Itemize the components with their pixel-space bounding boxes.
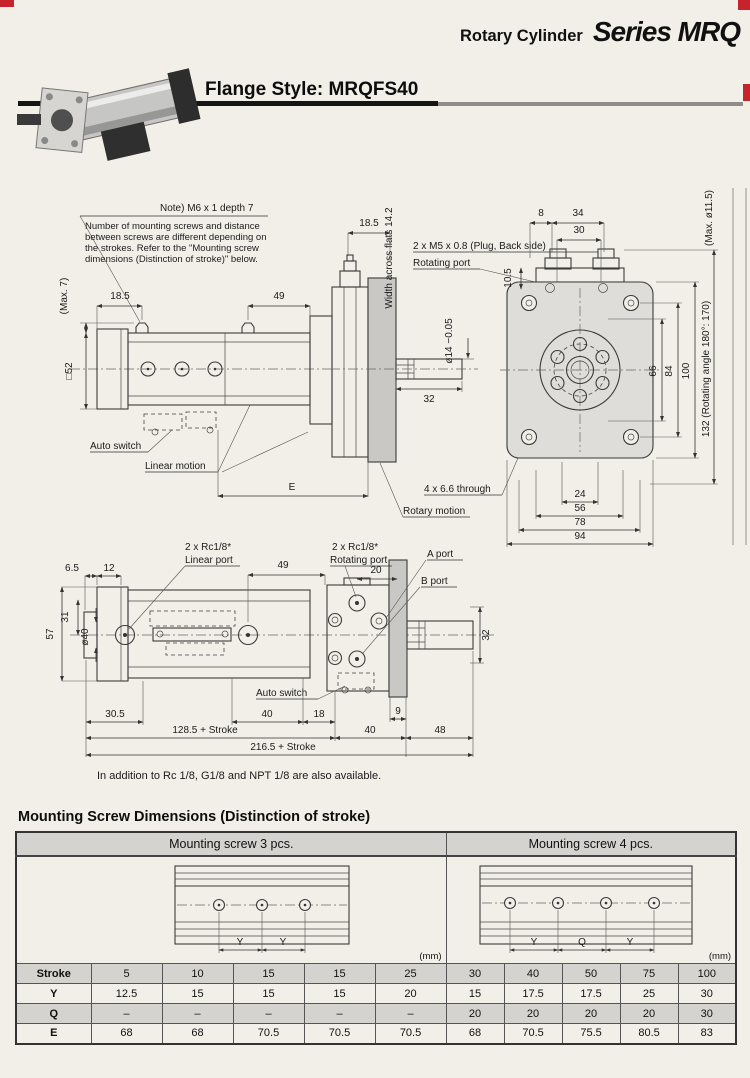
plug-label: 2 x M5 x 0.8 (Plug, Back side) <box>413 241 546 252</box>
red-corner-mark <box>738 0 750 10</box>
dim-label: 10.5 <box>503 268 514 288</box>
diagram-4pcs-cell <box>446 856 736 964</box>
row-label: Q <box>16 1004 91 1024</box>
dim-label: 32 <box>481 629 492 641</box>
dim-label: (Max. ø11.5) <box>704 190 715 246</box>
table-cell: 30 <box>446 964 504 984</box>
dim-label: 30.5 <box>105 709 125 720</box>
table-cell: 68 <box>162 1024 233 1044</box>
table-cell: 40 <box>504 964 562 984</box>
a-port-label: A port <box>427 549 454 560</box>
note-heading: Note) M6 x 1 depth 7 <box>160 203 254 214</box>
dim-label: 34 <box>572 208 584 219</box>
dim-label: 24 <box>574 489 586 500</box>
dim-label: 18.5 <box>359 218 379 229</box>
auto-switch-label: Auto switch <box>256 688 308 699</box>
diagram-4-screws <box>472 862 712 958</box>
table-cell: 83 <box>678 1024 736 1044</box>
dim-label: 100 <box>681 362 692 380</box>
header-4pcs: Mounting screw 4 pcs. <box>446 832 736 856</box>
unit-label: (mm) <box>419 951 442 962</box>
table-cell: – <box>91 1004 162 1024</box>
table-cell: 10 <box>162 964 233 984</box>
table-cell: 15 <box>233 984 304 1004</box>
diagram-dim-label: Y <box>530 937 537 948</box>
dim-label: (Max. 7) <box>59 277 70 315</box>
dim-label: 78 <box>574 517 586 528</box>
table-cell: 50 <box>562 964 620 984</box>
table-cell: 70.5 <box>233 1024 304 1044</box>
red-corner-mark <box>0 0 14 7</box>
rotary-motion-label: Rotary motion <box>403 506 466 517</box>
dim-label: Width across flats 14.2 <box>384 207 395 309</box>
dim-label: 30 <box>573 225 585 236</box>
table-cell: 15 <box>162 984 233 1004</box>
page-header <box>460 16 740 48</box>
dim-label: 40 <box>364 725 376 736</box>
dim-label: 9 <box>395 706 401 717</box>
dim-label: ø40 <box>80 628 91 646</box>
header-3pcs: Mounting screw 3 pcs. <box>16 832 446 856</box>
mounting-screw-table <box>15 831 737 1045</box>
table-cell: – <box>233 1004 304 1024</box>
flange-front-view <box>500 249 660 458</box>
dim-label: 40 <box>261 709 273 720</box>
table-cell: 17.5 <box>562 984 620 1004</box>
table-cell: 70.5 <box>304 1024 375 1044</box>
table-cell: 20 <box>620 1004 678 1024</box>
table-cell: 20 <box>562 1004 620 1024</box>
diagram-dim-label: Y <box>236 937 244 948</box>
table-cell: – <box>304 1004 375 1024</box>
auto-switch-label: Auto switch <box>90 441 142 452</box>
table-cell: 15 <box>304 984 375 1004</box>
table-cell: 30 <box>678 984 736 1004</box>
dim-label: ø14 −0.05 <box>444 318 455 364</box>
rotating-port-label: Rotating port <box>330 555 388 566</box>
table-cell: 25 <box>620 984 678 1004</box>
table-cell: 5 <box>91 964 162 984</box>
row-label: Y <box>16 984 91 1004</box>
table-cell: 70.5 <box>375 1024 446 1044</box>
dim-label: 128.5 + Stroke <box>172 725 238 736</box>
table-cell: 20 <box>446 1004 504 1024</box>
dim-label: 20 <box>370 565 382 576</box>
table-cell: 68 <box>446 1024 504 1044</box>
dim-label: 216.5 + Stroke <box>250 742 316 753</box>
dim-label: 8 <box>538 208 544 219</box>
unit-label: (mm) <box>708 951 732 962</box>
table-cell: 20 <box>375 984 446 1004</box>
table-cell: 20 <box>504 1004 562 1024</box>
table-cell: 15 <box>233 964 304 984</box>
table-diagram-row <box>16 856 736 964</box>
dim-label: □52 <box>64 362 75 380</box>
diagram-3-screws <box>167 862 357 958</box>
top-drawing <box>0 180 750 558</box>
rotating-port-label: Rotating port <box>413 258 471 269</box>
table-cell: 75.5 <box>562 1024 620 1044</box>
red-edge-tab <box>743 84 750 101</box>
table-cell: 68 <box>91 1024 162 1044</box>
note-text: dimensions (Distinction of stroke)" below. <box>85 254 258 265</box>
note-text: the strokes. Refer to the "Mounting screw <box>85 243 259 254</box>
dim-label: 56 <box>574 503 586 514</box>
rc-linear-label: 2 x Rc1/8* <box>185 542 232 553</box>
dim-label: 32 <box>423 394 435 405</box>
linear-motion-label: Linear motion <box>145 461 206 472</box>
diagram-dim-label: Y <box>279 937 287 948</box>
dim-label: 12 <box>103 563 115 574</box>
table-group-header-row <box>16 832 736 856</box>
table-cell: 15 <box>446 984 504 1004</box>
table-cell: 17.5 <box>504 984 562 1004</box>
dim-label: E <box>288 482 296 493</box>
product-type-label: Rotary Cylinder <box>459 27 583 45</box>
table-row-stroke <box>16 964 736 984</box>
table-cell: 80.5 <box>620 1024 678 1044</box>
dim-label: 18.5 <box>110 291 130 302</box>
dim-label: 31 <box>60 611 71 623</box>
note-text: Number of mounting screws and distance <box>85 221 260 232</box>
dim-label: 49 <box>277 560 289 571</box>
page-title: Flange Style: MRQFS40 <box>205 79 419 100</box>
note-text: between screws are different depending on <box>85 232 267 243</box>
series-title: Series MRQ <box>592 16 740 47</box>
product-photo <box>15 58 205 163</box>
dim-label: 132 (Rotating angle 180°: 170) <box>701 300 712 438</box>
table-cell: – <box>162 1004 233 1024</box>
table-cell: 100 <box>678 964 736 984</box>
dim-label: 6.5 <box>65 563 79 574</box>
dim-label: 18 <box>313 709 325 720</box>
table-cell: 25 <box>375 964 446 984</box>
table-cell: 15 <box>304 964 375 984</box>
dim-label: 66 <box>648 365 659 377</box>
row-label: E <box>16 1024 91 1044</box>
table-cell: 70.5 <box>504 1024 562 1044</box>
side-view <box>70 255 478 462</box>
diagram-3pcs-cell <box>16 856 446 964</box>
linear-port-label: Linear port <box>185 555 233 566</box>
row-label: Stroke <box>16 964 91 984</box>
through-holes-label: 4 x 6.6 through <box>424 484 491 495</box>
dim-label: 94 <box>574 531 586 542</box>
title-rule-gray <box>438 102 743 106</box>
table-row-q <box>16 1004 736 1024</box>
dim-label: 84 <box>664 365 675 377</box>
table-cell: – <box>375 1004 446 1024</box>
dim-label: 48 <box>434 725 446 736</box>
table-cell: 12.5 <box>91 984 162 1004</box>
table-row-e <box>16 1024 736 1044</box>
table-title: Mounting Screw Dimensions (Distinction of stroke) <box>18 809 371 825</box>
availability-note: In addition to Rc 1/8, G1/8 and NPT 1/8 are also available. <box>97 770 382 782</box>
dim-label: 57 <box>45 628 56 640</box>
b-port-label: B port <box>421 576 448 587</box>
table-cell: 30 <box>678 1004 736 1024</box>
bottom-drawing <box>0 540 750 760</box>
table-cell: 75 <box>620 964 678 984</box>
dim-label: 49 <box>273 291 285 302</box>
diagram-dim-label: Q <box>577 937 586 948</box>
diagram-dim-label: Y <box>626 937 633 948</box>
rc-rotating-label: 2 x Rc1/8* <box>332 542 379 553</box>
table-row-y <box>16 984 736 1004</box>
note-callout <box>80 203 268 322</box>
